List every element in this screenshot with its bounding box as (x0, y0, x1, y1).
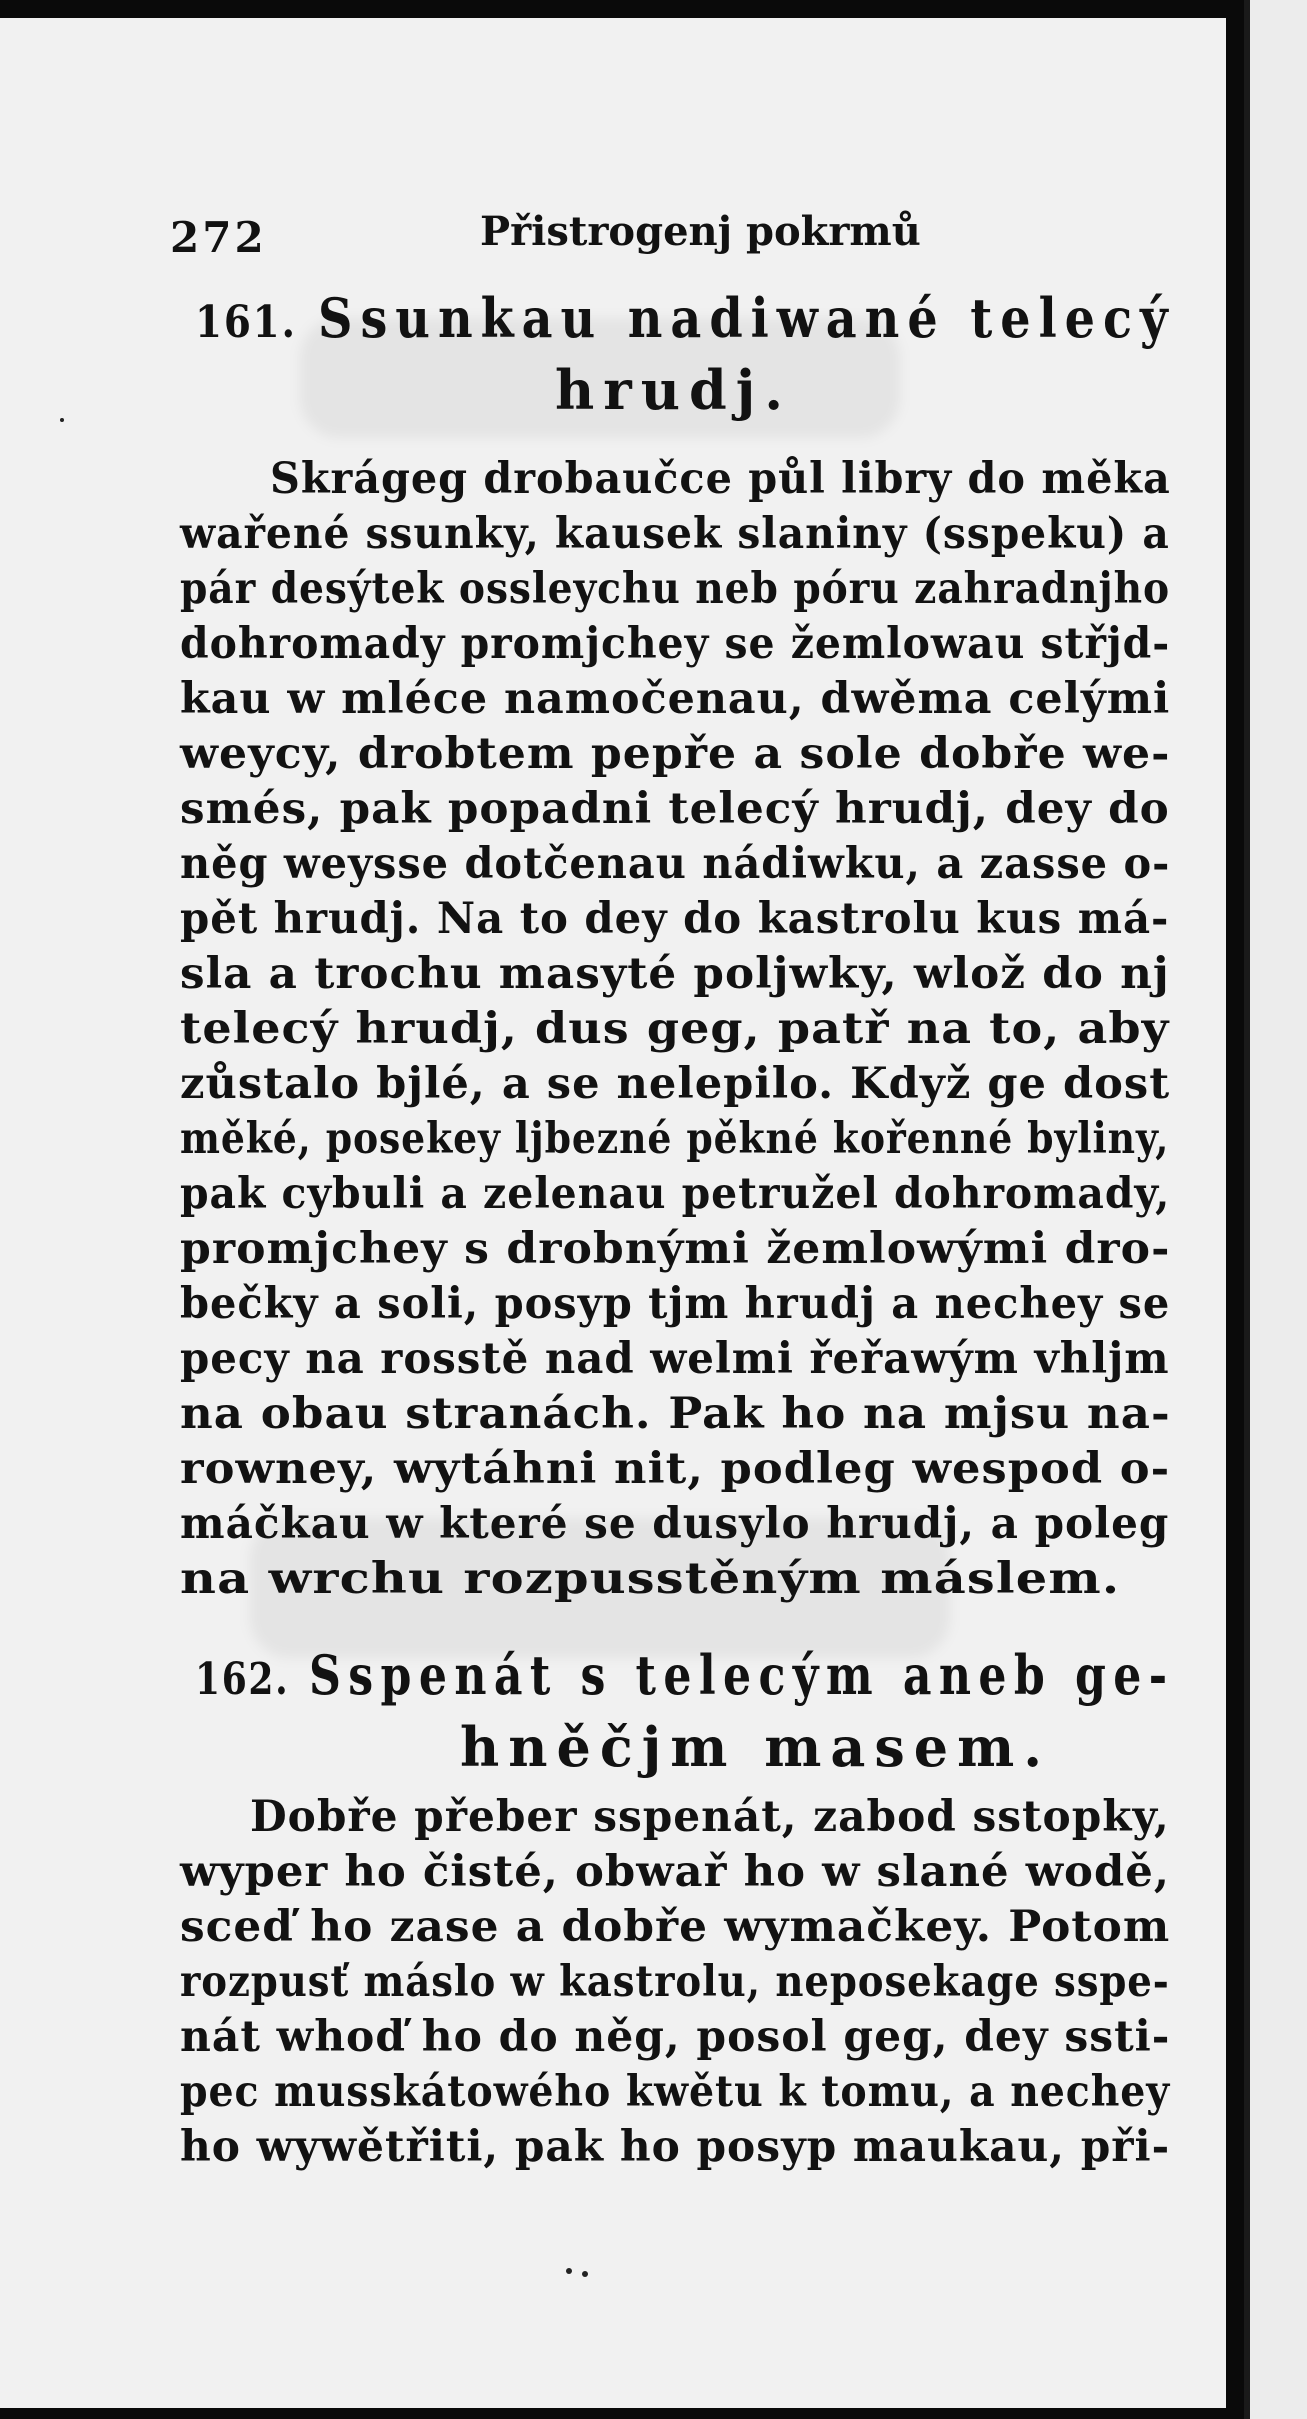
recipe-162-number: 162. (195, 1654, 290, 1705)
body-line: pecy na rosstě nad welmi řeřawým vhljm (180, 1334, 1170, 1384)
adjacent-page-edge (1244, 0, 1307, 2419)
body-line: rozpusť máslo w kastrolu, neposekage sspe- (180, 1957, 1170, 2007)
recipe-161-heading-line-1 (195, 286, 1176, 350)
page-number: 272 (170, 213, 267, 262)
body-line: dohromady promjchey se žemlowau střjd- (180, 619, 1171, 669)
body-line: Dobře přeber sspenát, zabod sstopky, (250, 1792, 1170, 1842)
recipe-162-heading-line-2: hněčjm masem. (460, 1715, 1052, 1779)
recipe-162-heading-line-1 (195, 1643, 1174, 1707)
body-line: pec musskátowého kwětu k tomu, a nechey (180, 2067, 1171, 2117)
body-line: bečky a soli, posyp tjm hrudj a nechey se (180, 1279, 1171, 1329)
body-line: telecý hrudj, dus geg, patř na to, aby (180, 1004, 1170, 1054)
body-line: zůstalo bjlé, a se nelepilo. Když ge dost (180, 1059, 1171, 1109)
body-line: sceď ho zase a dobře wymačkey. Potom (180, 1902, 1171, 1952)
body-line: něg weysse dotčenau nádiwku, a zasse o- (180, 839, 1171, 889)
body-line: ho wywětřiti, pak ho posyp maukau, při- (180, 2122, 1171, 2172)
ink-speck (582, 2271, 588, 2277)
body-line: máčkau w které se dusylo hrudj, a poleg (180, 1499, 1170, 1549)
body-line: na obau stranách. Pak ho na mjsu na- (180, 1389, 1171, 1439)
body-line: wyper ho čisté, obwař ho w slané wodě, (180, 1847, 1170, 1897)
recipe-161-heading-line-2: hrudj. (555, 358, 793, 422)
body-line: pět hrudj. Na to dey do kastrolu kus má- (180, 894, 1170, 944)
body-line: pár desýtek ossleychu neb póru zahradnjho (180, 564, 1171, 614)
ink-speck (60, 418, 64, 422)
body-line: rowney, wytáhni nit, podleg wespod o- (180, 1444, 1171, 1494)
book-page (0, 18, 1226, 2408)
ink-speck (566, 2268, 572, 2274)
body-line: wařené ssunky, kausek slaniny (sspeku) a (180, 509, 1170, 559)
body-line: weycy, drobtem pepře a sole dobře we- (180, 729, 1171, 779)
body-line: Skrágeg drobaučce půl libry do měka (270, 454, 1171, 504)
body-line: měké, posekey ljbezné pěkné kořenné byliny, (180, 1114, 1170, 1164)
body-line: smés, pak popadni telecý hrudj, dey do (180, 784, 1170, 834)
body-line: promjchey s drobnými žemlowými dro- (180, 1224, 1171, 1274)
recipe-162-title: Sspenát s telecým aneb ge- (308, 1643, 1175, 1707)
running-title: Přistrogenj pokrmů (480, 208, 921, 255)
body-line: kau w mléce namočenau, dwěma celými (180, 674, 1171, 724)
body-line: pak cybuli a zelenau petružel dohromady, (180, 1169, 1171, 1219)
body-line: nát whoď ho do něg, posol geg, dey ssti- (180, 2012, 1171, 2062)
body-line: sla a trochu masyté poljwky, wlož do nj (180, 949, 1170, 999)
body-line: na wrchu rozpusstěným máslem. (180, 1554, 1121, 1604)
recipe-161-title: Ssunkau nadiwané telecý (318, 286, 1176, 350)
recipe-161-number: 161. (195, 297, 297, 348)
